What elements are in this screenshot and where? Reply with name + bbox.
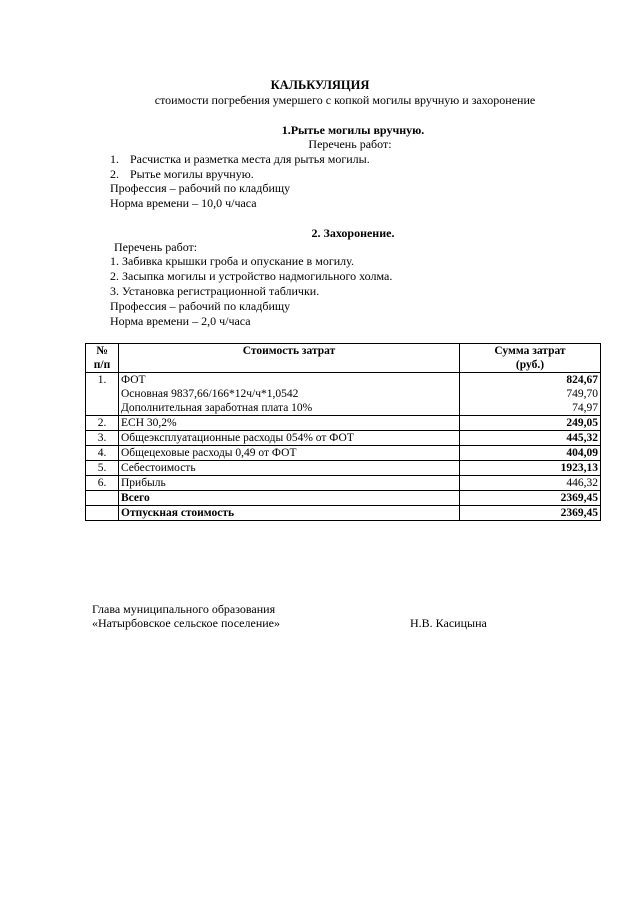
table-row xyxy=(86,446,601,461)
cost-line: Дополнительная заработная плата 10% xyxy=(121,402,313,414)
list-item-text: Рытье могилы вручную. xyxy=(130,167,254,181)
table-row-release-cost xyxy=(86,506,601,521)
column-header-amount-line2: (руб.) xyxy=(515,359,545,371)
cost-line: ФОТ xyxy=(121,374,146,386)
column-header-amount-line1: Сумма затрат xyxy=(494,345,566,357)
table-row xyxy=(86,431,601,446)
row-number: 3. xyxy=(86,431,119,446)
cost-table xyxy=(85,343,601,521)
table-row-total xyxy=(86,491,601,506)
row-amount: 2369,45 xyxy=(460,506,601,521)
amount-value: 824,67 xyxy=(566,374,598,386)
section1-norm: Норма времени – 10,0 ч/часа xyxy=(110,196,257,210)
list-item xyxy=(110,167,254,182)
row-amount: 249,05 xyxy=(460,416,601,431)
row-cost-item: Общецеховые расходы 0,49 от ФОТ xyxy=(119,446,460,461)
list-item: 1. Забивка крышки гроба и опускание в могилу. xyxy=(110,254,354,268)
row-number xyxy=(86,506,119,521)
list-item: 2. Засыпка могилы и устройство надмогильного холма. xyxy=(110,269,393,283)
row-number: 5. xyxy=(86,461,119,476)
column-header-number-line2: п/п xyxy=(93,359,111,371)
section2-profession: Профессия – рабочий по кладбищу xyxy=(110,299,291,313)
section2-heading: 2. Захоронение. xyxy=(311,226,395,240)
table-row xyxy=(86,461,601,476)
section2-norm: Норма времени – 2,0 ч/часа xyxy=(110,314,251,328)
row-number: 1. xyxy=(86,373,119,416)
row-amount: 2369,45 xyxy=(460,491,601,506)
document-title: КАЛЬКУЛЯЦИЯ xyxy=(270,78,370,92)
row-cost-item: Себестоимость xyxy=(119,461,460,476)
table-header-row xyxy=(86,344,601,373)
row-amount: 446,32 xyxy=(460,476,601,491)
section1-profession: Профессия – рабочий по кладбищу xyxy=(110,181,291,195)
section1-list-title: Перечень работ: xyxy=(308,137,392,151)
row-number: 2. xyxy=(86,416,119,431)
table-row xyxy=(86,476,601,491)
list-item-number: 1. xyxy=(110,152,119,166)
row-cost-item xyxy=(119,373,460,416)
row-cost-item: Всего xyxy=(119,491,460,506)
row-number: 6. xyxy=(86,476,119,491)
row-amount: 445,32 xyxy=(460,431,601,446)
row-cost-item: ЕСН 30,2% xyxy=(119,416,460,431)
row-cost-item: Прибыль xyxy=(119,476,460,491)
row-cost-item: Общеэксплуатационные расходы 054% от ФОТ xyxy=(119,431,460,446)
column-header-number xyxy=(86,344,119,373)
amount-value: 749,70 xyxy=(566,388,598,400)
amount-value: 74,97 xyxy=(572,402,598,414)
signature-position-line2: «Натырбовское сельское поселение» xyxy=(92,616,280,630)
list-item-text: Расчистка и разметка места для рытья могилы. xyxy=(130,152,370,166)
list-item: 3. Установка регистрационной таблички. xyxy=(110,284,320,298)
section1-heading: 1.Рытье могилы вручную. xyxy=(281,123,425,137)
table-row xyxy=(86,373,601,416)
column-header-cost: Стоимость затрат xyxy=(119,344,460,373)
row-amount: 404,09 xyxy=(460,446,601,461)
signature-name: Н.В. Касицына xyxy=(410,616,487,630)
column-header-number-line1: № xyxy=(96,345,108,357)
row-amount: 1923,13 xyxy=(460,461,601,476)
row-amount xyxy=(460,373,601,416)
row-cost-item: Отпускная стоимость xyxy=(119,506,460,521)
table-row xyxy=(86,416,601,431)
column-header-amount xyxy=(460,344,601,373)
cost-line: Основная 9837,66/166*12ч/ч*1,0542 xyxy=(121,388,299,400)
signature-position-line1: Глава муниципального образования xyxy=(92,602,276,616)
section2-list-title: Перечень работ: xyxy=(114,240,198,254)
row-number: 4. xyxy=(86,446,119,461)
document-subtitle: стоимости погребения умершего с копкой могилы вручную и захоронение xyxy=(154,93,536,107)
row-number xyxy=(86,491,119,506)
list-item-number: 2. xyxy=(110,167,119,181)
list-item xyxy=(110,152,370,167)
